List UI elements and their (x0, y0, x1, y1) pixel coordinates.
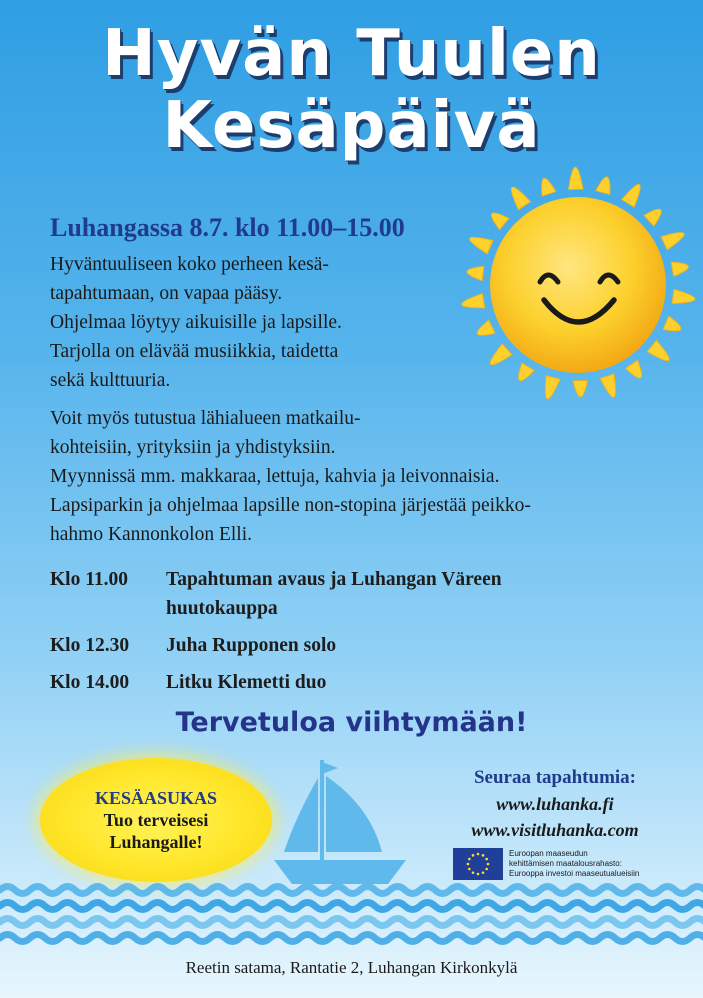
details-line: hahmo Kannonkolon Elli. (50, 524, 253, 545)
schedule-time: Klo 12.30 (50, 635, 130, 656)
sun-ray (519, 363, 535, 381)
eu-star (485, 858, 488, 861)
badge-line: Tuo terveisesi (103, 810, 209, 830)
website-link-luhanka[interactable]: www.luhanka.fi (496, 794, 614, 814)
intro-line: Hyväntuuliseen koko perheen kesä- (50, 254, 329, 275)
eu-star (477, 873, 480, 876)
badge-line: Luhangalle! (109, 832, 203, 852)
sun-ray (626, 360, 642, 378)
eu-star (485, 868, 488, 871)
eu-star (487, 863, 490, 866)
schedule-row (50, 631, 650, 660)
sun-ray (470, 237, 493, 254)
eu-funding-logo (453, 848, 639, 880)
schedule-description (166, 631, 650, 660)
sun-ray (644, 209, 661, 226)
event-address: Reetin satama, Rantatie 2, Luhangan Kirkonkylä (185, 958, 518, 977)
schedule-description (166, 668, 650, 697)
sun-ray (491, 213, 508, 230)
smiling-sun-icon (440, 140, 703, 440)
sun-ray (573, 381, 587, 397)
intro-line: Ohjelmaa löytyy aikuisille ja lapsille. (50, 312, 342, 333)
sun-ray (545, 376, 560, 399)
eu-flag-icon (453, 848, 503, 880)
wave-line (0, 903, 703, 910)
sun-ray (542, 178, 556, 196)
eu-star (472, 854, 475, 857)
schedule-line: Litku Klemetti duo (166, 672, 327, 693)
schedule-line: Juha Rupponen solo (166, 635, 337, 656)
eu-star (482, 871, 485, 874)
follow-title: Seuraa tapahtumia: (473, 767, 637, 788)
eu-text-line: kehittämisen maatalousrahasto: (509, 859, 622, 868)
details-line: kohteisiin, yrityksiin ja yhdistyksiin. (50, 437, 336, 458)
sun-ray (467, 266, 484, 280)
wave-line (0, 919, 703, 926)
eu-text-line: Euroopan maaseudun (509, 849, 588, 858)
sun-ray (672, 289, 695, 303)
follow-events (440, 765, 670, 843)
program-schedule (50, 565, 650, 705)
eu-star (482, 854, 485, 857)
eu-star (467, 863, 470, 866)
intro-line: Tarjolla on elävää musiikkia, taidetta (50, 341, 339, 362)
intro-line: tapahtumaan, on vapaa pääsy. (50, 283, 283, 304)
eu-star (468, 858, 471, 861)
waves-decoration (0, 880, 703, 950)
event-date-time: Luhangassa 8.7. klo 11.00–15.00 (50, 213, 405, 242)
sun-ray (663, 316, 681, 331)
sun-ray (569, 167, 583, 189)
schedule-description (166, 565, 650, 623)
wave-line (0, 935, 703, 942)
sun-ray (647, 340, 669, 360)
schedule-line: huutokauppa (166, 598, 278, 619)
details-line: Lapsiparkin ja ohjelmaa lapsille non-stopina järjestää peikko- (50, 495, 531, 516)
intro-paragraph (50, 250, 410, 395)
schedule-row (50, 668, 650, 697)
welcome-slogan: Tervetuloa viihtymään! (175, 707, 528, 738)
sun-ray (600, 374, 615, 397)
summer-resident-badge (40, 758, 272, 882)
title-line-1: Hyvän Tuulen (102, 17, 601, 91)
schedule-line: Tapahtuman avaus ja Luhangan Väreen (166, 569, 502, 590)
intro-line: sekä kulttuuria. (50, 370, 171, 391)
sun-ray (462, 294, 485, 308)
eu-star (472, 871, 475, 874)
sun-ray (596, 177, 610, 195)
eu-star (477, 853, 480, 856)
sailboat-icon (270, 756, 410, 886)
sun-ray (671, 262, 688, 276)
sun-ray (622, 184, 640, 207)
details-paragraph (50, 404, 670, 549)
website-link-visitluhanka[interactable]: www.visitluhanka.com (471, 820, 639, 840)
eu-star (468, 868, 471, 871)
details-line: Voit myös tutustua lähialueen matkailu- (50, 408, 361, 429)
sun-ray (477, 320, 495, 335)
eu-text-line: Eurooppa investoi maaseutualueisiin (509, 869, 640, 878)
schedule-time: Klo 11.00 (50, 569, 129, 590)
sun-ray (490, 344, 512, 365)
badge-title: KESÄASUKAS (94, 788, 218, 808)
eu-funding-text (509, 849, 639, 879)
sun-ray (661, 233, 684, 250)
details-line: Myynnissä mm. makkaraa, lettuja, kahvia ja leivonnaisia. (50, 466, 500, 487)
schedule-row (50, 565, 650, 623)
title-line-2: Kesäpäivä (162, 89, 541, 163)
sun-ray (511, 187, 530, 210)
wave-line (0, 887, 703, 894)
schedule-time: Klo 14.00 (50, 672, 130, 693)
